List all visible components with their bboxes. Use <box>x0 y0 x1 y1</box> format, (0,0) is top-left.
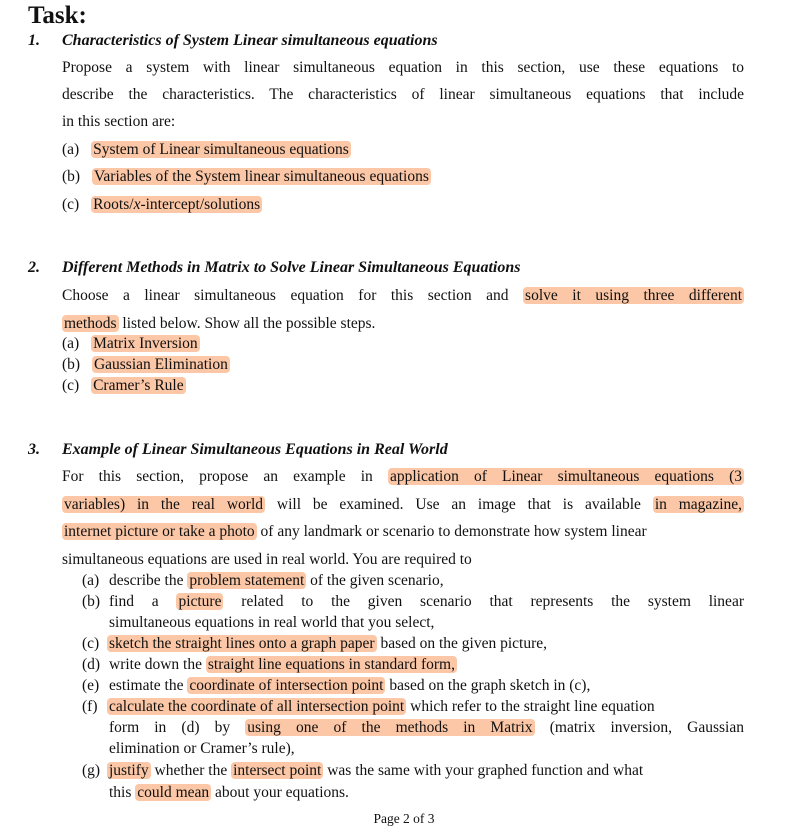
highlighted-text: solve it using three different <box>525 287 742 304</box>
highlighted-text: variables) in the real world <box>64 496 264 513</box>
section-1-item-a <box>62 141 351 159</box>
item-label: (c) <box>62 377 80 394</box>
highlighted-text: problem statement <box>189 572 305 589</box>
section-3-item-b <box>82 593 100 611</box>
plain-text: about your equations. <box>211 784 349 801</box>
item-text <box>109 677 590 695</box>
section-2-item-b <box>62 356 230 374</box>
highlighted-text: methods <box>64 315 117 332</box>
item-text-continued: elimination or Cramer’s rule), <box>109 740 295 757</box>
item-label: (c) <box>82 635 100 652</box>
section-3-item-d <box>82 656 100 674</box>
section-1-item-c <box>62 196 262 214</box>
text-part: -intercept/solutions <box>140 196 261 213</box>
highlighted-text: straight line equations in standard form, <box>207 656 455 673</box>
section-3-item-c <box>82 635 99 653</box>
item-label: (a) <box>62 141 80 158</box>
item-text <box>109 593 744 611</box>
plain-text: find a <box>109 593 177 610</box>
item-label: (c) <box>62 196 80 213</box>
section-2-number: 2. <box>28 259 40 276</box>
section-3-number: 3. <box>28 441 40 458</box>
section-3-item-f <box>82 698 98 716</box>
section-3-paragraph-line <box>62 468 744 486</box>
highlighted-text: calculate the coordinate of all intersection point <box>109 698 405 715</box>
highlighted-text: Variables of the System linear simultaneous equations <box>93 168 429 185</box>
plain-text: related to the given scenario that represents the system linear <box>223 593 744 610</box>
plain-text: form in (d) by <box>109 719 246 736</box>
item-label: (d) <box>82 656 101 673</box>
section-1-paragraph-line: in this section are: <box>62 113 176 130</box>
plain-text: write down the <box>109 656 206 673</box>
section-2-paragraph-line <box>62 287 744 305</box>
italic-variable: x <box>133 196 141 213</box>
section-2-item-c <box>62 377 186 395</box>
section-2-item-a <box>62 335 200 353</box>
plain-text: (matrix inversion, Gaussian <box>534 719 744 736</box>
plain-text: was the same with your graphed function and what <box>323 762 644 779</box>
section-3-item-g <box>82 762 100 780</box>
item-label: (f) <box>82 698 98 715</box>
highlighted-text <box>91 196 262 213</box>
section-3-paragraph-line: simultaneous equations are used in real world. You are required to <box>62 551 472 568</box>
plain-text: of any landmark or scenario to demonstrate how system linear <box>256 523 647 540</box>
item-label: (a) <box>62 335 80 352</box>
highlighted-text: Matrix Inversion <box>93 335 198 352</box>
section-1-title: Characteristics of System Linear simultaneous equations <box>62 32 438 49</box>
section-1-paragraph-line: Propose a system with linear simultaneous equation in this section, use these equations to <box>62 59 744 76</box>
page-number: Page 2 of 3 <box>373 811 435 826</box>
highlighted-text: picture <box>178 593 222 610</box>
section-3-paragraph-line <box>62 523 647 541</box>
highlighted-text: Cramer’s Rule <box>93 377 184 394</box>
task-heading: Task: <box>28 2 87 29</box>
item-text <box>107 635 547 653</box>
item-label: (b) <box>82 593 101 610</box>
highlighted-text: coordinate of intersection point <box>189 677 384 694</box>
highlighted-text: justify <box>109 762 149 779</box>
item-text-continued: simultaneous equations in real world that you select, <box>109 614 435 631</box>
highlighted-text: intersect point <box>233 762 322 779</box>
plain-text: listed below. Show all the possible steps. <box>118 315 376 332</box>
section-3-title: Example of Linear Simultaneous Equations in Real World <box>62 441 448 458</box>
item-label: (b) <box>62 356 81 373</box>
item-label: (b) <box>62 168 81 185</box>
highlighted-text: System of Linear simultaneous equations <box>93 141 349 158</box>
item-text <box>109 656 457 674</box>
highlighted-text: in magazine, <box>654 496 743 513</box>
plain-text: describe the <box>109 572 188 589</box>
section-3-item-e <box>82 677 99 695</box>
plain-text: based on the graph sketch in (c), <box>385 677 591 694</box>
section-3-paragraph-line <box>62 496 744 514</box>
item-label: (g) <box>82 762 101 779</box>
section-1-number: 1. <box>28 32 40 49</box>
section-1-item-b <box>62 168 431 186</box>
section-2-paragraph-line <box>62 315 375 333</box>
plain-text: this <box>109 784 136 801</box>
plain-text: based on the given picture, <box>376 635 548 652</box>
plain-text: which refer to the straight line equation <box>406 698 655 715</box>
item-text-continued <box>109 784 349 802</box>
highlighted-text: application of Linear simultaneous equations (3 <box>389 468 742 485</box>
item-text <box>109 572 444 590</box>
item-text <box>107 698 655 716</box>
item-text-continued <box>109 719 744 737</box>
highlighted-text: using one of the methods in Matrix <box>247 719 533 736</box>
highlighted-text: Gaussian Elimination <box>93 356 228 373</box>
highlighted-text: sketch the straight lines onto a graph paper <box>109 635 375 652</box>
plain-text: will be examined. Use an image that is available <box>265 496 641 513</box>
item-label: (e) <box>82 677 100 694</box>
plain-text: For this section, propose an example in <box>62 468 373 485</box>
highlighted-text: internet picture or take a photo <box>64 523 255 540</box>
section-1-paragraph-line: describe the characteristics. The characteristics of linear simultaneous equations that include <box>62 86 744 103</box>
item-label: (a) <box>82 572 100 589</box>
section-3-item-a <box>82 572 444 590</box>
highlighted-text: could mean <box>137 784 210 801</box>
plain-text: Choose a linear simultaneous equation for this section and <box>62 287 509 304</box>
section-2-title: Different Methods in Matrix to Solve Linear Simultaneous Equations <box>62 259 521 276</box>
text-part: Roots/ <box>93 196 134 213</box>
plain-text: whether the <box>150 762 232 779</box>
plain-text: estimate the <box>109 677 188 694</box>
plain-text: of the given scenario, <box>306 572 444 589</box>
item-text <box>107 762 643 780</box>
